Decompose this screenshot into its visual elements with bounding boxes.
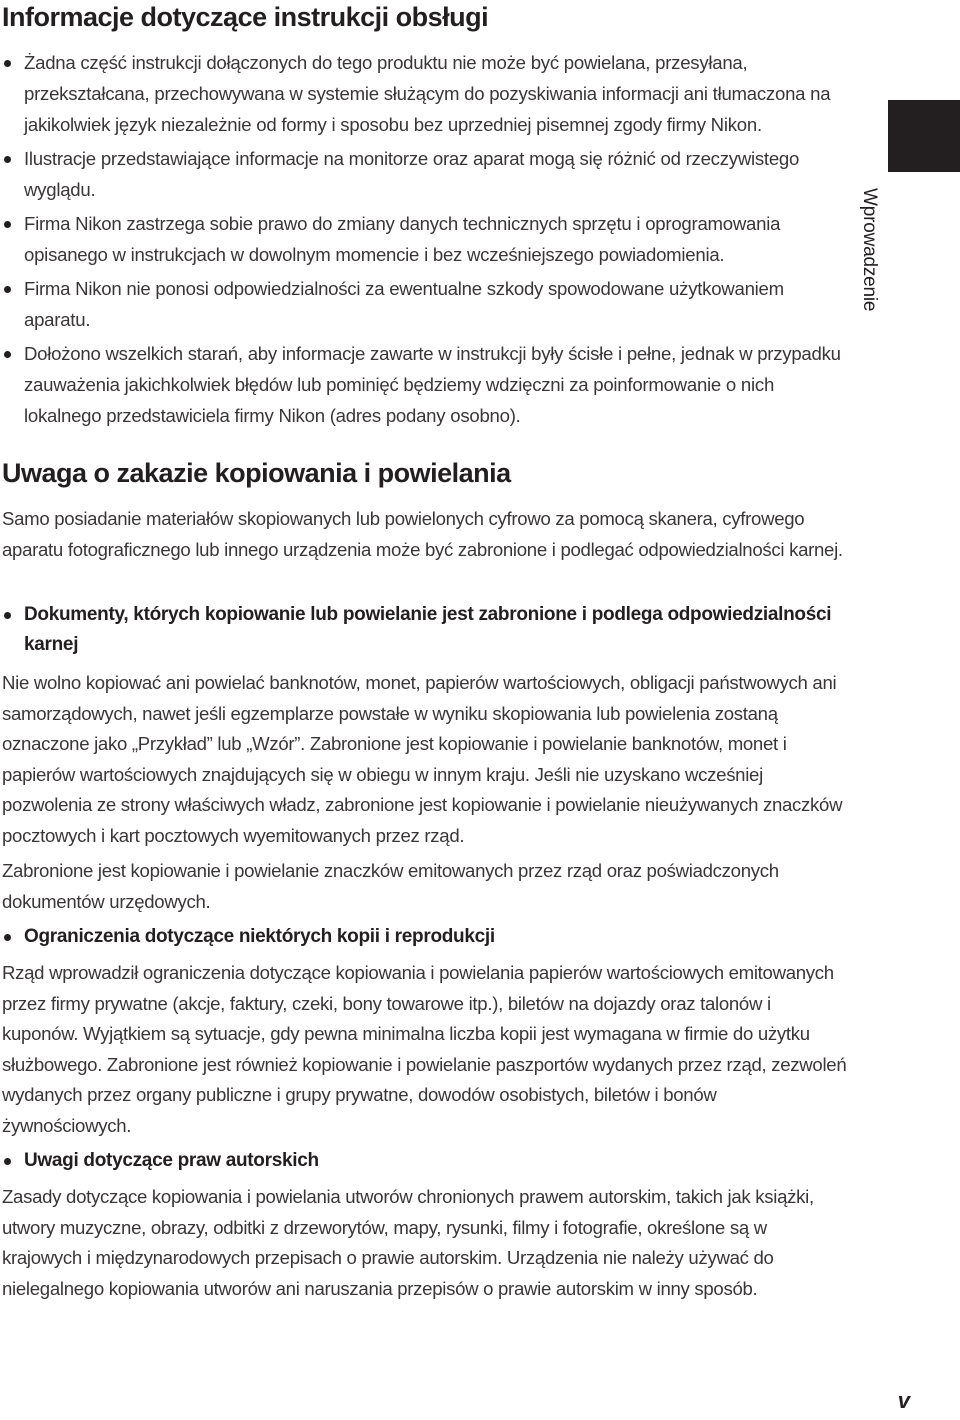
section-title-copy-notice: Uwaga o zakazie kopiowania i powielania <box>2 458 511 488</box>
list-item: Dołożono wszelkich starań, aby informacje zawarte w instrukcji były ścisłe i pełne, jednak w przypadku zauważenia jakichkolwiek błędów lub pominięć będziemy wdzięczni za poinformowanie o nich lokalnego przedstawiciela firmy Nikon (adres podany osobno). <box>2 338 850 431</box>
subheading-copyright-notes: Uwagi dotyczące praw autorskich <box>2 1146 850 1176</box>
list-item: Żadna część instrukcji dołączonych do tego produktu nie może być powielana, przesyłana, przekształcana, przechowywana w systemie służącym do pozyskiwania informacji ani tłumaczona na jakikolwiek język niezależnie od formy i sposobu bez uprzedniej pisemnej zgody firmy Nikon. <box>2 47 850 140</box>
section-title-manual-info: Informacje dotyczące instrukcji obsługi <box>2 2 489 32</box>
chapter-tab-marker <box>888 100 960 172</box>
manual-info-list <box>2 47 850 434</box>
copy-notice-intro: Samo posiadanie materiałów skopiowanych lub powielonych cyfrowo za pomocą skanera, cyfrowego aparatu fotograficznego lub innego urządzenia może być zabronione i podlegać odpowiedzialności karnej. <box>2 508 843 560</box>
list-item: Firma Nikon nie ponosi odpowiedzialności za ewentualne szkody spowodowane użytkowaniem aparatu. <box>2 273 850 335</box>
list-item: Ilustracje przedstawiające informacje na monitorze oraz aparat mogą się różnić od rzeczywistego wyglądu. <box>2 143 850 205</box>
subheading-forbidden-documents: Dokumenty, których kopiowanie lub powielanie jest zabronione i podlega odpowiedzialności karnej <box>2 600 850 660</box>
copy-restrictions-paragraph: Rząd wprowadził ograniczenia dotyczące kopiowania i powielania papierów wartościowych emitowanych przez firmy prywatne (akcje, faktury, czeki, bony towarowe itp.), biletów na dojazdy oraz talonów i kuponów. Wyjątkiem są sytuacje, gdy pewna minimalna liczba kopii jest wymagana w firmie do użytku służbowego. Zabronione jest również kopiowanie i powielanie paszportów wydanych przez rząd, zezwoleń wydanych przez organy publiczne i grupy prywatne, dowodów osobistych, biletów i bonów żywnościowych. <box>2 962 847 1136</box>
forbidden-documents-paragraph-2: Zabronione jest kopiowanie i powielanie znaczków emitowanych przez rząd oraz poświadczonych dokumentów urzędowych. <box>2 860 779 912</box>
list-item: Firma Nikon zastrzega sobie prawo do zmiany danych technicznych sprzętu i oprogramowania opisanego w instrukcjach w dowolnym momencie i bez wcześniejszego powiadomienia. <box>2 208 850 270</box>
forbidden-documents-paragraph: Nie wolno kopiować ani powielać banknotów, monet, papierów wartościowych, obligacji państwowych ani samorządowych, nawet jeśli egzemplarze powstałe w wyniku skopiowania lub powielenia zostaną oznaczone jako „Przykład” lub „Wzór”. Zabronione jest kopiowanie i powielanie banknotów, monet i papierów wartościowych znajdujących się w obiegu w innym kraju. Jeśli nie uzyskano wcześniej pozwolenia ze strony właściwych władz, zabronione jest kopiowanie i powielanie nieużywanych znaczków pocztowych i kart pocztowych wyemitowanych przez rząd. <box>2 672 843 846</box>
subheading-copy-restrictions: Ograniczenia dotyczące niektórych kopii i reprodukcji <box>2 922 850 952</box>
chapter-tab-text: Wprowadzenie <box>859 188 880 312</box>
copyright-notes-paragraph: Zasady dotyczące kopiowania i powielania utworów chronionych prawem autorskim, takich jak książki, utwory muzyczne, obrazy, odbitki z drzeworytów, mapy, rysunki, filmy i fotografie, określone są w krajowych i międzynarodowych przepisach o prawie autorskim. Urządzenia nie należy używać do nielegalnego kopiowania utworów ani naruszania przepisów o prawie autorskim w inny sposób. <box>2 1186 814 1299</box>
chapter-tab-label <box>858 188 942 328</box>
page-number: v <box>897 1388 910 1413</box>
